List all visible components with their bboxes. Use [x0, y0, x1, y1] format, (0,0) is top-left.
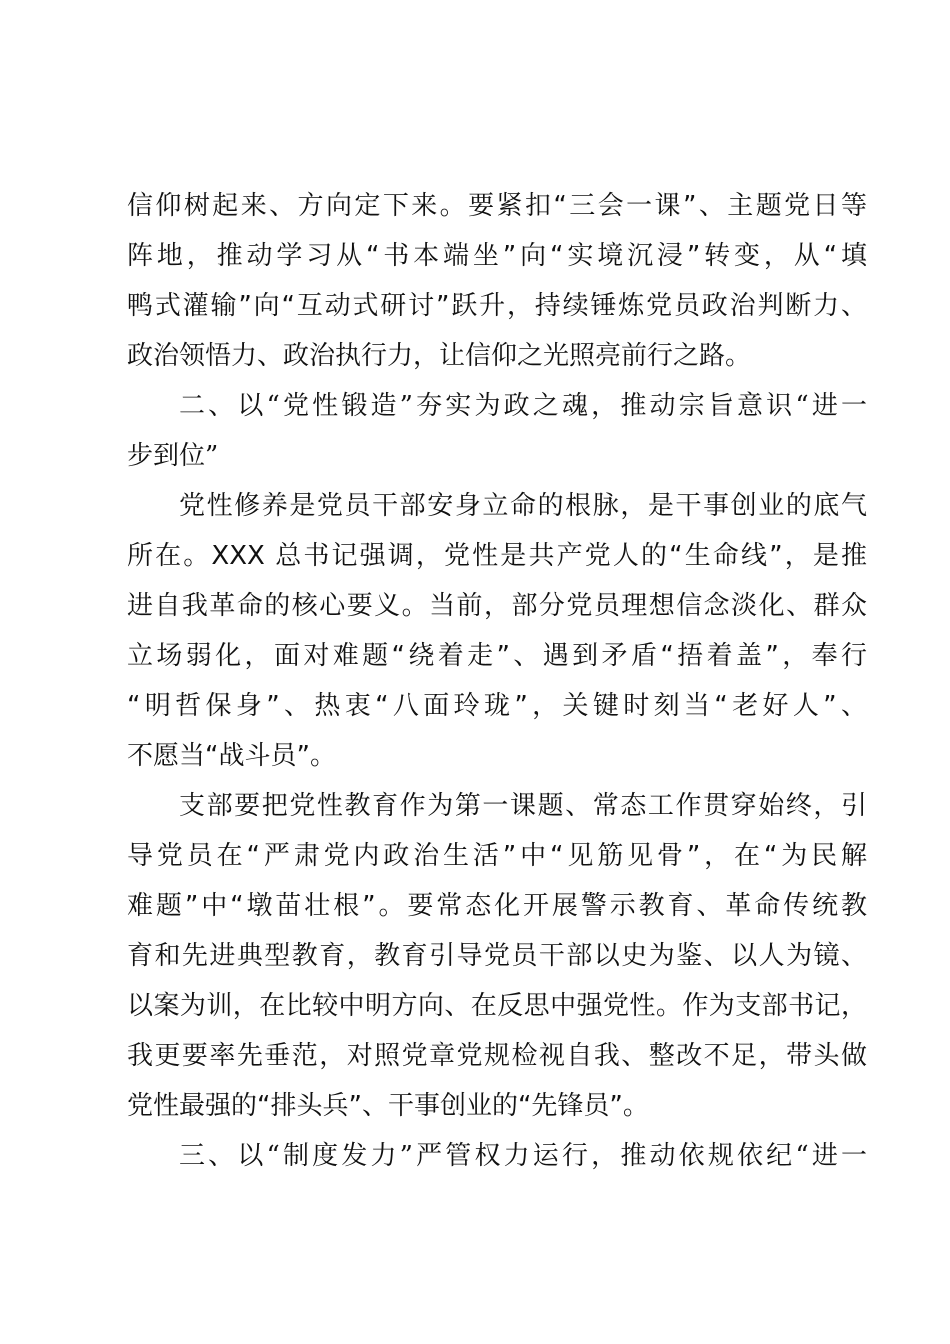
paragraph-line: 支部要把党性教育作为第一课题、常态工作贯穿始终，引: [179, 791, 867, 821]
paragraph-line: 政治领悟力、政治执行力，让信仰之光照亮前行之路。: [127, 341, 752, 371]
paragraph-line: 不愿当“战斗员”。: [127, 741, 336, 771]
paragraph-line: 所在。XXX 总书记强调，党性是共产党人的“生命线”，是推: [127, 541, 867, 571]
section-heading-2-line-1: 二、以“党性锻造”夯实为政之魂，推动宗旨意识“进一: [179, 391, 867, 421]
paragraph-line: “明哲保身”、热衷“八面玲珑”，关键时刻当“老好人”、: [127, 691, 867, 721]
paragraph-line: 立场弱化，面对难题“绕着走”、遇到矛盾“捂着盖”，奉行: [127, 641, 867, 671]
paragraph-line: 难题”中“墩苗壮根”。要常态化开展警示教育、革命传统教: [127, 891, 867, 921]
paragraph-line: 导党员在“严肃党内政治生活”中“见筋见骨”，在“为民解: [127, 841, 867, 871]
section-heading-2-line-2: 步到位”: [127, 441, 219, 471]
paragraph-line: 阵地，推动学习从“书本端坐”向“实境沉浸”转变，从“填: [127, 241, 867, 271]
paragraph-line: 我更要率先垂范，对照党章党规检视自我、整改不足，带头做: [127, 1041, 867, 1071]
section-heading-3-line-1: 三、以“制度发力”严管权力运行，推动依规依纪“进一: [179, 1141, 867, 1171]
paragraph-line: 以案为训，在比较中明方向、在反思中强党性。作为支部书记，: [127, 991, 867, 1021]
paragraph-line: 育和先进典型教育，教育引导党员干部以史为鉴、以人为镜、: [127, 941, 867, 971]
paragraph-line: 鸭式灌输”向“互动式研讨”跃升，持续锤炼党员政治判断力、: [127, 291, 867, 321]
paragraph-line: 信仰树起来、方向定下来。要紧扣“三会一课”、主题党日等: [127, 191, 867, 221]
paragraph-line: 党性最强的“排头兵”、干事创业的“先锋员”。: [127, 1091, 649, 1121]
paragraph-line: 进自我革命的核心要义。当前，部分党员理想信念淡化、群众: [127, 591, 867, 621]
paragraph-line: 党性修养是党员干部安身立命的根脉，是干事创业的底气: [179, 491, 867, 521]
